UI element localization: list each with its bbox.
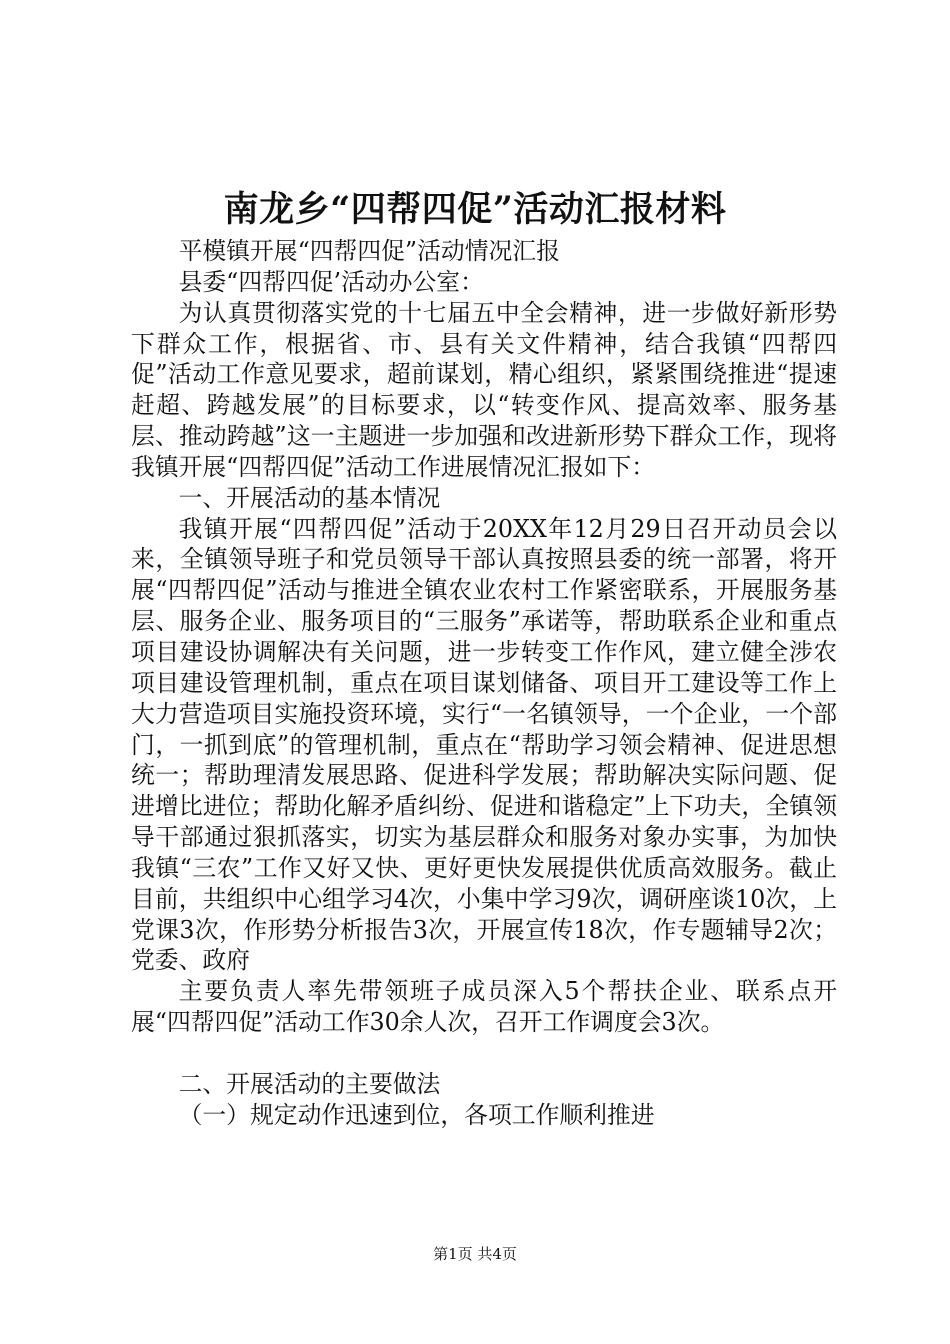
intro-paragraph: 为认真贯彻落实党的十七届五中全会精神，进一步做好新形势下群众工作，根据省、市、县有关文件精神，结合我镇“四帮四促”活动工作意见要求，超前谋划，精心组织，紧紧围绕推进“提速赶超、跨越发展”的目标要求，以“转变作风、提高效率、服务基层、推动跨越”这一主题进一步加强和改进新形势下群众工作，现将我镇开展“四帮四促”活动工作进展情况汇报如下： xyxy=(131,298,837,481)
addressee-paragraph: 县委“四帮四促’活动办公室： xyxy=(178,267,484,296)
document-body xyxy=(131,236,837,1131)
document-title: 南龙乡“四帮四促”活动汇报材料 xyxy=(223,189,727,230)
page-footer: 第1页 共4页 xyxy=(433,1245,517,1263)
section-heading-1: 一、开展活动的基本情况 xyxy=(178,483,441,512)
subtitle-paragraph: 平模镇开展“四帮四促”活动情况汇报 xyxy=(178,237,560,265)
blank-line xyxy=(131,1038,837,1069)
body-paragraph-2: 主要负责人率先带领班子成员深入5个帮扶企业、联系点开展“四帮四促”活动工作30余人次，召开工作调度会3次。 xyxy=(131,977,837,1037)
section-heading-2: 二、开展活动的主要做法 xyxy=(178,1069,441,1098)
subsection-heading-1: （一）规定动作迅速到位，各项工作顺利推进 xyxy=(178,1100,655,1129)
body-paragraph-1: 我镇开展“四帮四促”活动于20XX年12月29日召开动员会以来，全镇领导班子和党员领导干部认真按照县委的统一部署，将开展“四帮四促”活动与推进全镇农业农村工作紧密联系，开展服务基层、服务企业、服务项目的“三服务”承诺等，帮助联系企业和重点项目建设协调解决有关问题，进一步转变工作作风，建立健全涉农项目建设管理机制，重点在项目谋划储备、项目开工建设等工作上大力营造项目实施投资环境，实行“一名镇领导，一个企业，一个部门，一抓到底”的管理机制，重点在“帮助学习领会精神、促进思想统一；帮助理清发展思路、促进科学发展；帮助解决实际问题、促进增比进位；帮助化解矛盾纠纷、促进和谐稳定”上下功夫，全镇领导干部通过狠抓落实，切实为基层群众和服务对象办实事，为加快我镇“三农”工作又好又快、更好更快发展提供优质高效服务。截止目前，共组织中心组学习4次，小集中学习9次，调研座谈10次，上党课3次，作形势分析报告3次，开展宣传18次，作专题辅导2次；党委、政府 xyxy=(131,514,837,975)
